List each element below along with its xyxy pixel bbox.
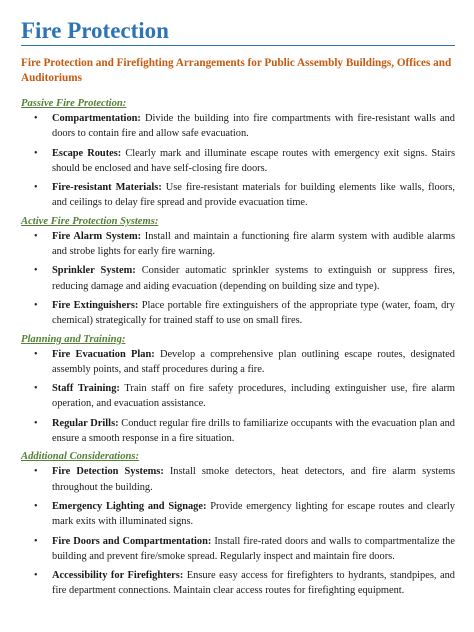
bullet-icon: • <box>34 113 38 124</box>
list-item <box>21 568 455 599</box>
item-term: Sprinkler System: <box>52 265 136 277</box>
bullet-icon: • <box>34 417 38 429</box>
list-item <box>21 416 455 447</box>
list-item <box>21 381 455 412</box>
bullet-icon: • <box>34 265 38 277</box>
page-title: Fire Protection <box>21 18 169 43</box>
bullet-icon: • <box>34 348 38 360</box>
bullet-icon: • <box>34 466 38 478</box>
item-term: Fire Extinguishers: <box>52 299 139 311</box>
bullet-list <box>21 111 455 211</box>
bullet-icon: • <box>34 230 38 242</box>
item-text: Consider automatic sprinkler systems to extinguish or suppress fires, reducing damage and aiding evacuation (depending on building size and type). <box>52 265 455 292</box>
item-text: Provide emergency lighting for escape routes and clearly mark exits with illuminated signs. <box>52 500 455 528</box>
list-item <box>21 263 455 294</box>
item-text: Install fire-rated doors and walls to compartmentalize the building and prevent fire/smoke spread. Regularly inspect and maintain fire doors. <box>52 535 455 562</box>
item-term: Fire Detection Systems: <box>52 466 164 478</box>
document-page <box>21 18 455 603</box>
section-heading: Active Fire Protection Systems: <box>21 215 159 227</box>
bullet-list <box>21 464 455 598</box>
item-term: Regular Drills: <box>52 417 119 429</box>
item-term: Accessibility for Firefighters: <box>52 570 184 582</box>
bullet-icon: • <box>34 147 38 159</box>
bullet-icon: • <box>34 535 38 547</box>
list-item <box>21 146 455 177</box>
item-term: Escape Routes: <box>52 147 122 159</box>
title-underline <box>21 45 455 46</box>
item-term: Fire Doors and Compartmentation: <box>52 535 212 547</box>
item-text: Place portable fire extinguishers of the appropriate type (water, foam, dry chemical) strategically for trained staff to use on small fires. <box>52 299 456 327</box>
item-text: Develop a comprehensive plan outlining escape routes, designated assembly points, and staff procedures during a fire. <box>52 348 455 375</box>
section-active <box>21 215 455 329</box>
bullet-icon: • <box>34 299 38 311</box>
bullet-icon: • <box>34 383 38 395</box>
list-item <box>21 180 455 211</box>
list-item <box>21 229 455 260</box>
item-text: Conduct regular fire drills to familiarize occupants with the evacuation plan and ensure a smooth response in a fire situation. <box>52 417 455 445</box>
bullet-list <box>21 229 455 329</box>
bullet-icon: • <box>34 500 38 512</box>
item-term: Staff Training: <box>52 383 120 395</box>
item-text: Install smoke detectors, heat detectors, and fire alarm systems throughout the building. <box>52 466 455 493</box>
item-text: Clearly mark and illuminate escape routes with emergency exit signs. Stairs should be enclosed and have self-closing fire doors. <box>52 147 456 174</box>
item-text: Install and maintain a functioning fire alarm system with audible alarms and strobe lights for early fire warning. <box>52 230 455 258</box>
list-item <box>21 464 455 495</box>
section-planning <box>21 333 455 447</box>
document-subtitle: Fire Protection and Firefighting Arrangements for Public Assembly Buildings, Offices and Auditoriums <box>21 57 452 84</box>
item-term: Compartmentation: <box>52 113 141 124</box>
list-item <box>21 347 455 378</box>
section-passive <box>21 97 455 211</box>
item-text: Train staff on fire safety procedures, including extinguisher use, fire alarm operation, and evacuation assistance. <box>52 383 456 410</box>
item-term: Fire Alarm System: <box>52 230 142 242</box>
section-heading: Additional Considerations: <box>21 451 140 463</box>
section-heading: Planning and Training: <box>21 333 126 345</box>
list-item <box>21 499 455 530</box>
item-term: Fire-resistant Materials: <box>52 182 162 194</box>
item-term: Emergency Lighting and Signage: <box>52 500 207 512</box>
item-text: Use fire-resistant materials for building elements like walls, floors, and ceilings to delay fire spread and provide evacuation time. <box>52 182 455 209</box>
bullet-icon: • <box>34 182 38 194</box>
list-item <box>21 298 455 329</box>
bullet-icon: • <box>34 570 38 582</box>
list-item <box>21 534 455 565</box>
bullet-list <box>21 347 455 447</box>
item-term: Fire Evacuation Plan: <box>52 348 155 360</box>
section-additional <box>21 450 455 598</box>
item-text: Ensure easy access for firefighters to hydrants, standpipes, and fire department connections. Maintain clear access routes for firefighting equipment. <box>52 570 455 597</box>
section-heading: Passive Fire Protection: <box>21 98 127 109</box>
item-text: Divide the building into fire compartments with fire-resistant walls and doors to contain fire and allow safe evacuation. <box>52 113 455 140</box>
list-item <box>21 111 455 142</box>
